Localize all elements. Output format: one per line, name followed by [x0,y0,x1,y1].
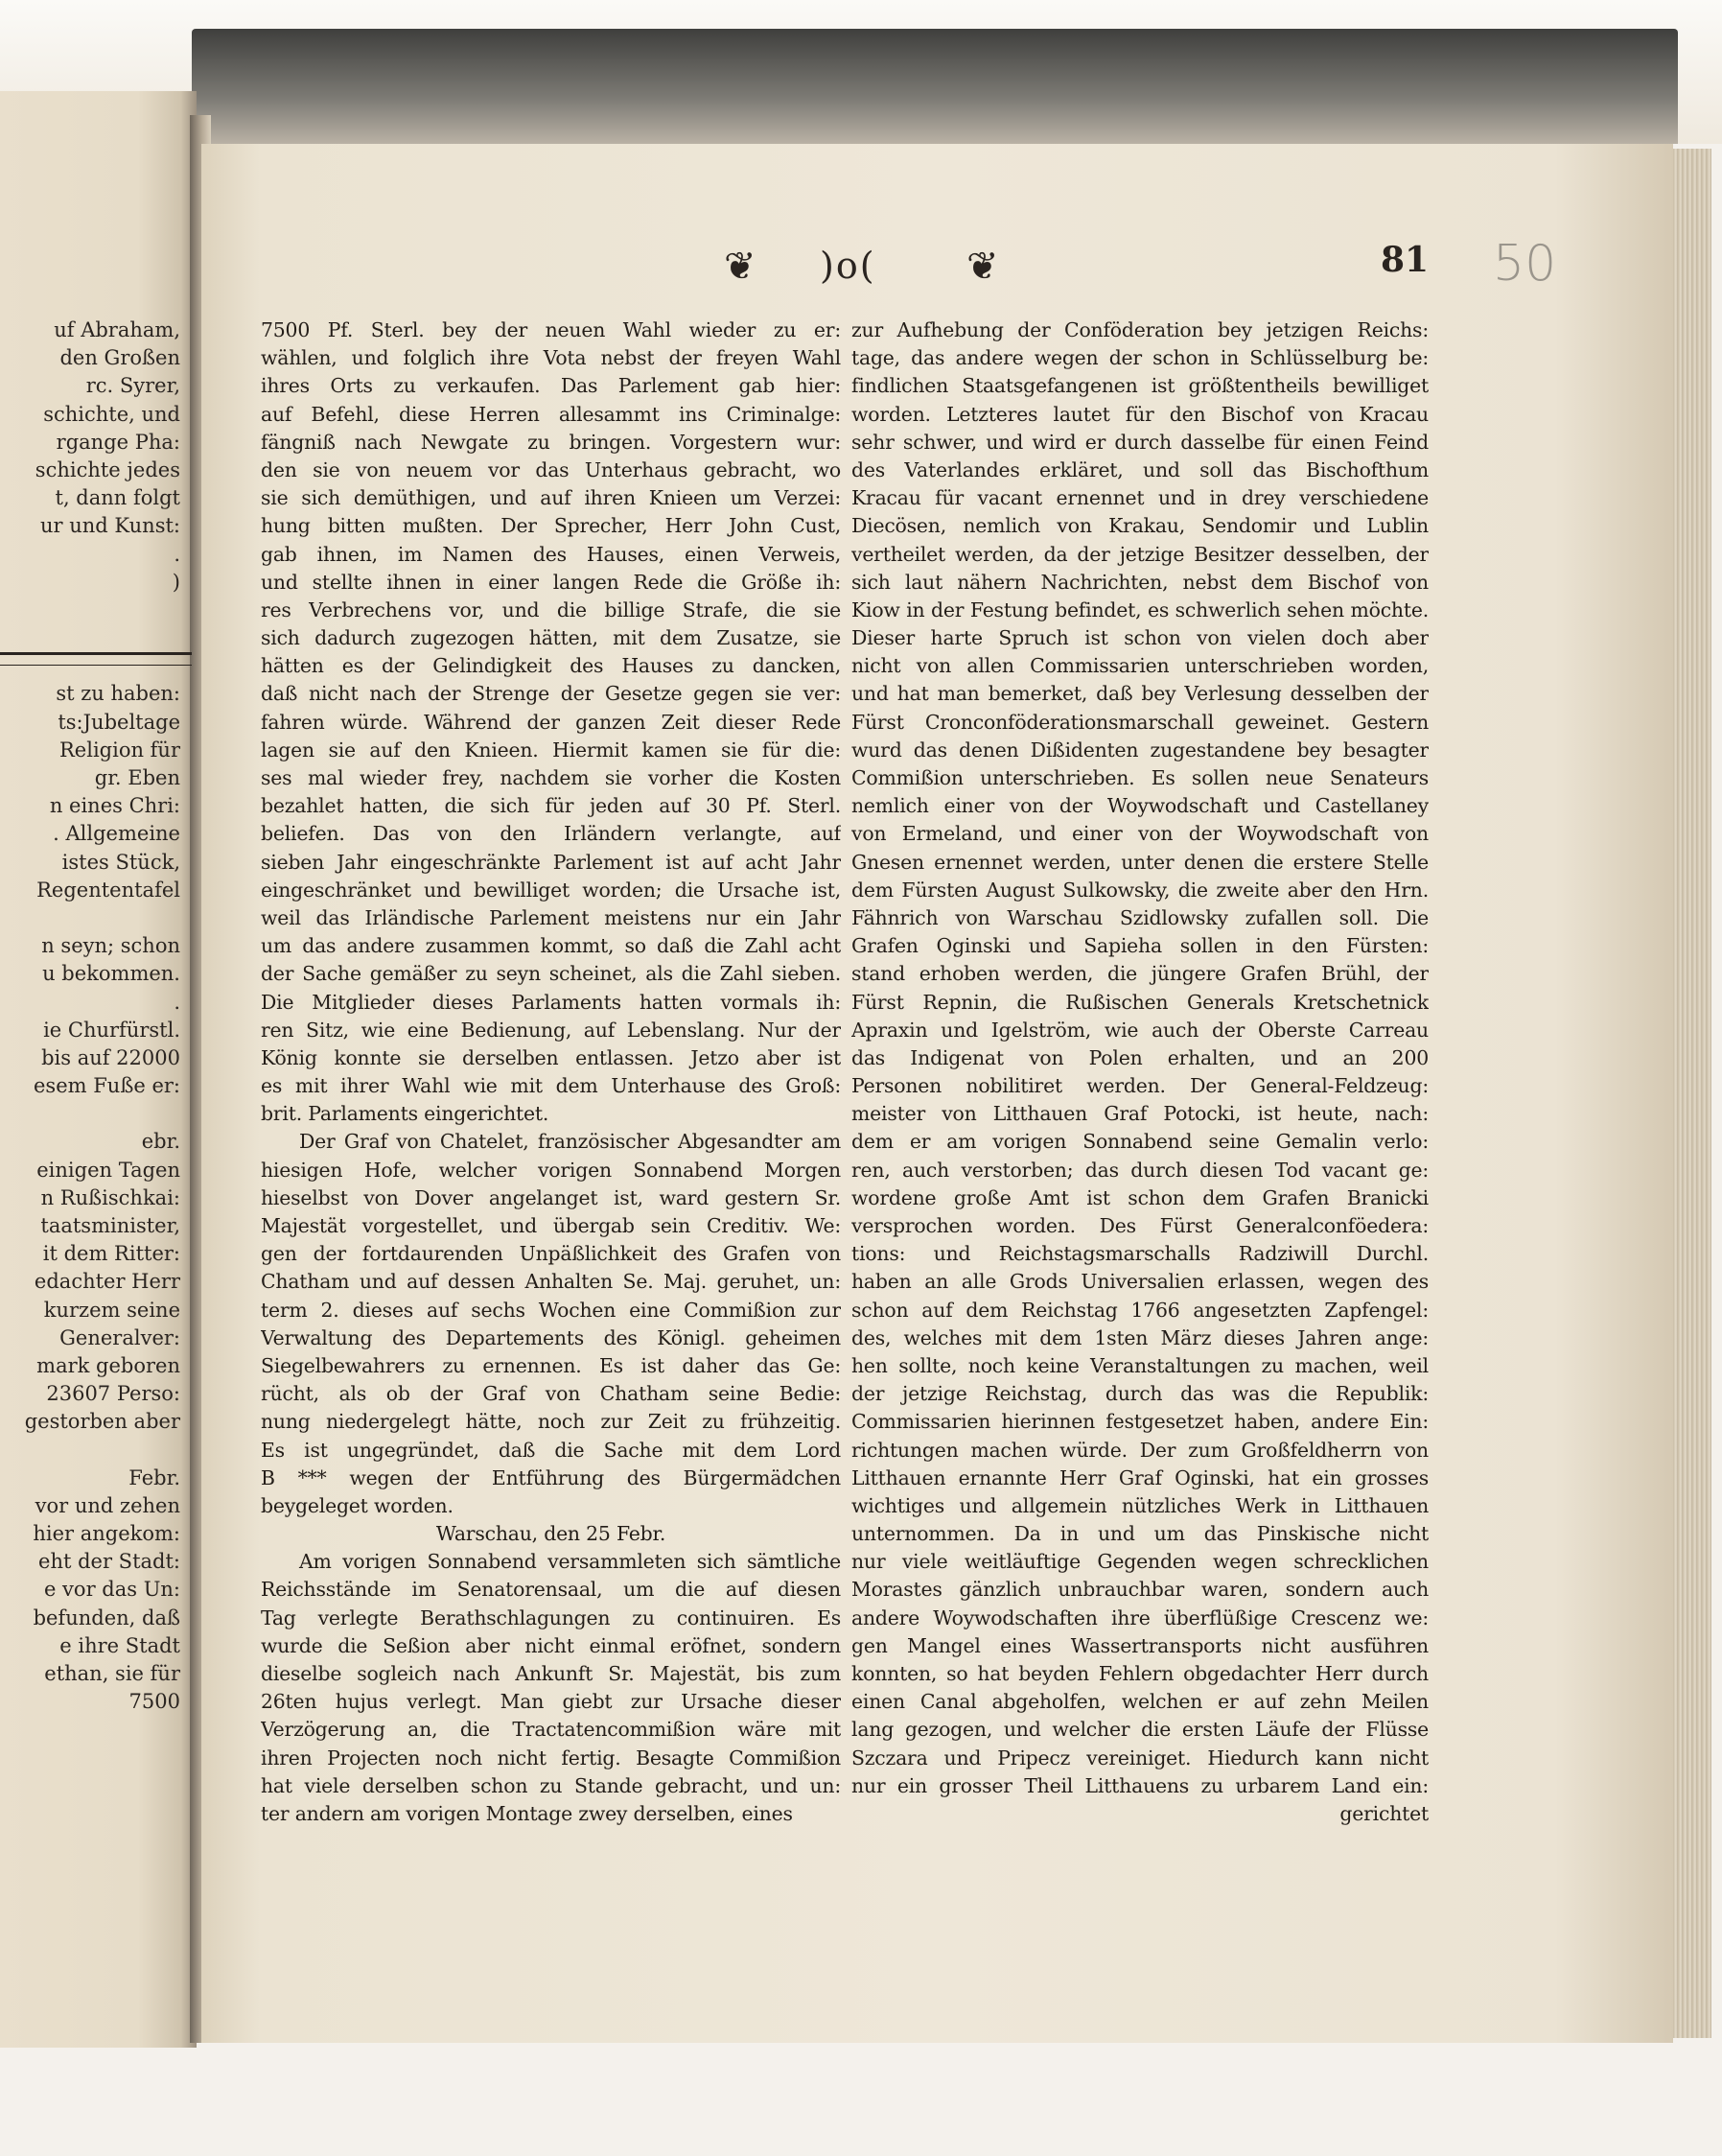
left-column [261,316,841,1828]
text-line: ter andern am vorigen Montage zwey derselben, eines [261,1801,793,1825]
text-line: sehr schwer, und wird er durch dasselbe für einen Feind [851,430,1429,454]
text-line: Chatham und auf dessen Anhalten Se. Maj. geruhet, un: [261,1270,841,1294]
text-line: wichtiges und allgemein nützliches Werk in Litthauen [851,1493,1429,1517]
text-line: Es ist ungegründet, daß die Sache mit dem Lord [261,1438,841,1462]
text-line: findlichen Staatsgefangenen ist größtentheils bewilliget [851,374,1429,398]
text-line: gen Mangel eines Wassertransports nicht ausführen [851,1633,1429,1657]
text-line: fängniß nach Newgate zu bringen. Vorgestern wur: [261,430,841,454]
text-line: einen Canal abgeholfen, welchen er auf zehn Meilen [851,1690,1429,1714]
text-line: Fürst Repnin, die Rußischen Generals Kretschetnick [851,990,1429,1014]
text-line: e vor das Un: [43,1578,180,1602]
text-line: den Großen [59,346,180,370]
text-line: mark geboren [36,1353,180,1377]
text-line: ts:Jubeltage [58,710,180,734]
fleuron-right-icon: ❦ [966,245,999,289]
pencil-folio-number: 50 [1493,235,1557,293]
text-line: König konnte sie derselben entlassen. Jetzo aber ist [261,1045,841,1069]
text-line: Fähnrich von Warschau Szidlowsky zufallen soll. Die [851,905,1429,929]
text-line: Am vorigen Sonnabend versammleten sich sämtliche [299,1550,841,1574]
text-line: dem Fürsten August Sulkowsky, die zweite aber den Hrn. [851,878,1429,902]
text-line: Verzögerung an, die Tractatencommißion wäre mit [261,1718,841,1742]
text-line: meister von Litthauen Graf Potocki, ist heute, nach: [851,1102,1429,1126]
text-line: dem er am vorigen Sonnabend seine Gemalin verlo: [851,1130,1429,1154]
text-line: sich laut nähern Nachrichten, nebst dem Bischof von [851,570,1429,594]
text-line: konnten, so hat beyden Fehlern obgedachter Herr durch [851,1662,1429,1685]
text-line: n Rußischkai: [40,1185,180,1209]
text-line: sich dadurch zugezogen hätten, mit dem Zusatze, sie [261,626,841,650]
text-line: nur viele weitläuftige Gegenden wegen schrecklichen [851,1550,1429,1574]
text-line: und hat man bemerket, daß bey Verlesung desselben der [851,682,1429,706]
text-line [0,1437,192,1465]
text-line: ethan, sie für [44,1662,180,1685]
text-line: fahren würde. Während der ganzen Zeit dieser Rede [261,710,841,734]
book-cover-edge [192,29,1678,144]
text-line: befunden, daß [33,1605,180,1629]
text-line: bis auf 22000 [41,1045,180,1069]
text-line: ren, auch verstorben; das durch diesen Tod vacant ge: [851,1158,1429,1182]
text-line: Litthauen ernannte Herr Graf Oginski, hat ein grosses [851,1465,1429,1489]
text-line: tage, das andere wegen der schon in Schlüsselburg be: [851,346,1429,370]
text-line: n seyn; schon [41,934,180,958]
text-line: es mit ihrer Wahl wie mit dem Unterhause des Groß: [261,1074,841,1098]
text-line: das Indigenat von Polen erhalten, und an 200 [851,1045,1429,1069]
text-line: bezahlet hatten, die sich für jeden auf 30 Pf. Sterl. [261,794,841,818]
text-line: der jetzige Reichstag, durch das was die Republik: [851,1382,1429,1406]
text-line: zur Aufhebung der Conföderation bey jetzigen Reichs: [851,318,1429,341]
text-line: vertheilet werden, da der jetzige Besitzer desselben, der [851,542,1429,566]
header-ornament: )o( [820,245,876,287]
text-line: beygeleget worden. [261,1493,454,1517]
text-line: Regententafel [36,878,180,902]
text-line: eingeschränket und bewilliget worden; die Ursache ist, [261,878,841,902]
text-line [0,904,192,932]
text-line: hiesigen Hofe, welcher vorigen Sonnabend Morgen [261,1158,841,1182]
text-line: daß nicht nach der Strenge der Gesetze gegen sie ver: [261,682,841,706]
text-line: rc. Syrer, [85,374,180,398]
text-line: weil das Irländische Parlement meistens nur ein Jahr [261,905,841,929]
text-line [0,1100,192,1128]
text-line: wordene große Amt ist schon dem Grafen Branicki [851,1185,1429,1209]
text-line: Commissarien hierinnen festgesetzet haben, andere Ein: [851,1410,1429,1434]
text-line: Fürst Cronconföderationsmarschall geweinet. Gestern [851,710,1429,734]
text-line: Diecösen, nemlich von Krakau, Sendomir und Lublin [851,514,1429,538]
text-line: Personen nobilitiret werden. Der General-Feldzeug: [851,1074,1429,1098]
text-line: hung bitten mußten. Der Sprecher, Herr John Cust, [261,514,841,538]
text-line: tions: und Reichstagsmarschalls Radziwill Durchl. [851,1242,1429,1266]
text-line: Kiow in der Festung befindet, es schwerlich sehen möchte. [851,598,1429,621]
text-line: . Allgemeine [53,822,180,846]
text-line: der Sache gemäßer zu seyn scheinet, als die Zahl sieben. [261,962,841,986]
fleuron-left-icon: ❦ [724,245,756,289]
text-line: nicht von allen Commissarien unterschrieben worden, [851,654,1429,678]
text-line: res Verbrechens vor, und die billige Strafe, die sie [261,598,841,621]
text-line: wurd das denen Dißidenten zugestandene bey besagter [851,738,1429,762]
text-line: t, dann folgt [55,486,180,510]
text-line: beliefen. Das von den Irländern verlangte, auf [261,822,841,846]
text-line: hen sollte, noch keine Veranstaltungen zu machen, weil [851,1353,1429,1377]
text-line: sie sich demüthigen, und auf ihren Knieen um Verzei: [261,486,841,510]
previous-page-text [0,316,192,1716]
text-line: haben an alle Grods Universalien erlassen, wegen des [851,1270,1429,1294]
dateline: Warschau, den 25 Febr. [435,1522,666,1546]
text-line: ie Churfürstl. [43,1018,180,1042]
text-line: rücht, als ob der Graf von Chatham seine Bedie: [261,1382,841,1406]
text-line: 7500 [128,1690,180,1714]
text-line: des Vaterlandes erkläret, und soll das Bischofthum [851,457,1429,481]
text-line: . [174,990,180,1014]
text-line: um das andere zusammen kommt, so daß die Zahl acht [261,934,841,958]
text-line: rgange Pha: [56,430,180,454]
text-line: eht der Stadt: [38,1550,180,1574]
text-line: st zu haben: [56,682,180,706]
text-line: lagen sie auf den Knieen. Hiermit kamen sie für die: [261,738,841,762]
text-line: Tag verlegte Berathschlagungen zu continuiren. Es [261,1605,841,1629]
previous-page-rule [0,652,192,666]
text-line: ren Sitz, wie eine Bedienung, auf Lebenslang. Nur der [261,1018,841,1042]
text-line: wählen, und folglich ihre Vota nebst der freyen Wahl [261,346,841,370]
text-line: worden. Letzteres lautet für den Bischof von Kracau [851,402,1429,426]
text-line: und stellte ihnen in einer langen Rede die Größe ih: [261,570,841,594]
text-line: den sie von neuem vor das Unterhaus gebracht, wo [261,457,841,481]
text-line: esem Fuße er: [34,1074,180,1098]
text-line: e ihre Stadt [59,1633,180,1657]
text-line [0,624,192,652]
catchword: gerichtet [1339,1801,1429,1825]
text-line: hätten es der Gelindigkeit des Hauses zu dancken, [261,654,841,678]
text-line: uf Abraham, [54,318,180,341]
text-line: schon auf dem Reichstag 1766 angesetzten Zapfengel: [851,1298,1429,1322]
text-line: Der Graf von Chatelet, französischer Abgesandter am [299,1130,841,1154]
text-line: Generalver: [59,1325,180,1349]
text-line: Szczara und Pripecz vereiniget. Hiedurch kann nicht [851,1746,1429,1769]
text-line: Grafen Oginski und Sapieha sollen in den Fürsten: [851,934,1429,958]
text-line: n eines Chri: [49,794,180,818]
text-line: Majestät vorgestellet, und übergab sein Creditiv. We: [261,1214,841,1237]
text-line: Die Mitglieder dieses Parlaments hatten vormals ih: [261,990,841,1014]
text-line: dieselbe sogleich nach Ankunft Sr. Majestät, bis zum [261,1662,841,1685]
text-line: ) [172,570,180,594]
text-line: versprochen worden. Des Fürst Generalconföedera: [851,1214,1429,1237]
text-line: Verwaltung des Departements des Königl. geheimen [261,1325,841,1349]
text-line: gr. Eben [94,766,180,789]
text-line: Morastes gänzlich unbrauchbar waren, sondern auch [851,1578,1429,1602]
text-line: stand erhoben werden, die jüngere Grafen Brühl, der [851,962,1429,986]
text-line: istes Stück, [61,850,180,874]
text-line: Siegelbewahrers zu ernennen. Es ist daher das Ge: [261,1353,841,1377]
text-line: nung niedergelegt hätte, noch zur Zeit zu frühzeitig. [261,1410,841,1434]
text-line: Febr. [128,1465,180,1489]
text-line: it dem Ritter: [42,1242,180,1266]
text-line: schichte, und [43,402,180,426]
text-line: Apraxin und Igelström, wie auch der Oberste Carreau [851,1018,1429,1042]
text-line: vor und zehen [35,1493,180,1517]
right-column [851,316,1429,1828]
text-line: hieselbst von Dover angelanget ist, ward gestern Sr. [261,1185,841,1209]
text-line: auf Befehl, diese Herren allesammt ins Criminalge: [261,402,841,426]
text-line: andere Woywodschaften ihre überflüßige Crescenz we: [851,1605,1429,1629]
text-line: 26ten hujus verlegt. Man giebt zur Ursache dieser [261,1690,841,1714]
text-line: des, welches mit dem 1sten März dieses Jahren ange: [851,1325,1429,1349]
text-line: . [174,542,180,566]
text-line: edachter Herr [34,1270,180,1294]
text-line: term 2. dieses auf sechs Wochen eine Commißion zur [261,1298,841,1322]
text-line: gestorben aber [24,1410,180,1434]
page-edges [1673,149,1711,2038]
text-line: Commißion unterschrieben. Es sollen neue Senateurs [851,766,1429,789]
text-line: Religion für [58,738,180,762]
text-line: 7500 Pf. Sterl. bey der neuen Wahl wieder zu er: [261,318,841,341]
text-line: taatsminister, [40,1214,180,1237]
text-line: 23607 Perso: [46,1382,180,1406]
text-line: gab ihnen, im Namen des Hauses, einen Verweis, [261,542,841,566]
text-line: einigen Tagen [36,1158,180,1182]
text-line: ihren Projecten noch nicht fertig. Besagte Commißion [261,1746,841,1769]
text-line: lang gezogen, und welcher die ersten Läufe der Flüsse [851,1718,1429,1742]
text-line: hat viele derselben schon zu Stande gebracht, und un: [261,1773,841,1797]
text-line: ebr. [141,1130,180,1154]
text-line [0,597,192,624]
text-line: ses mal wieder frey, nachdem sie vorher die Kosten [261,766,841,789]
text-line: brit. Parlaments eingerichtet. [261,1102,549,1126]
text-line: von Ermeland, und einer von der Woywodschaft von [851,822,1429,846]
text-line: hier angekom: [33,1522,180,1546]
text-line: sieben Jahr eingeschränkte Parlement ist auf acht Jahr [261,850,841,874]
text-line: nur ein grosser Theil Litthauens zu urbarem Land ein: [851,1773,1429,1797]
text-line: Gnesen ernennet werden, unter denen die erstere Stelle [851,850,1429,874]
text-line: Dieser harte Spruch ist schon von vielen doch aber [851,626,1429,650]
text-line: kurzem seine [43,1298,180,1322]
text-line: richtungen machen würde. Der zum Großfeldherrn von [851,1438,1429,1462]
text-line: Reichsstände im Senatorensaal, um die auf diesen [261,1578,841,1602]
text-line: nemlich einer von der Woywodschaft und Castellaney [851,794,1429,818]
text-line: ihres Orts zu verkaufen. Das Parlement gab hier: [261,374,841,398]
text-line: unternommen. Da in und um das Pinskische nicht [851,1522,1429,1546]
text-line: u bekommen. [42,962,180,986]
text-line: wurde die Seßion aber nicht einmal eröfnet, sondern [261,1633,841,1657]
text-line: gen der fortdaurenden Unpäßlichkeit des Grafen von [261,1242,841,1266]
page-number: 81 [1381,240,1430,280]
text-line: schichte jedes [35,457,180,481]
text-line: Kracau für vacant ernennet und in drey verschiedene [851,486,1429,510]
text-line: ur und Kunst: [40,514,180,538]
text-line: B *** wegen der Entführung des Bürgermädchen [261,1465,841,1489]
